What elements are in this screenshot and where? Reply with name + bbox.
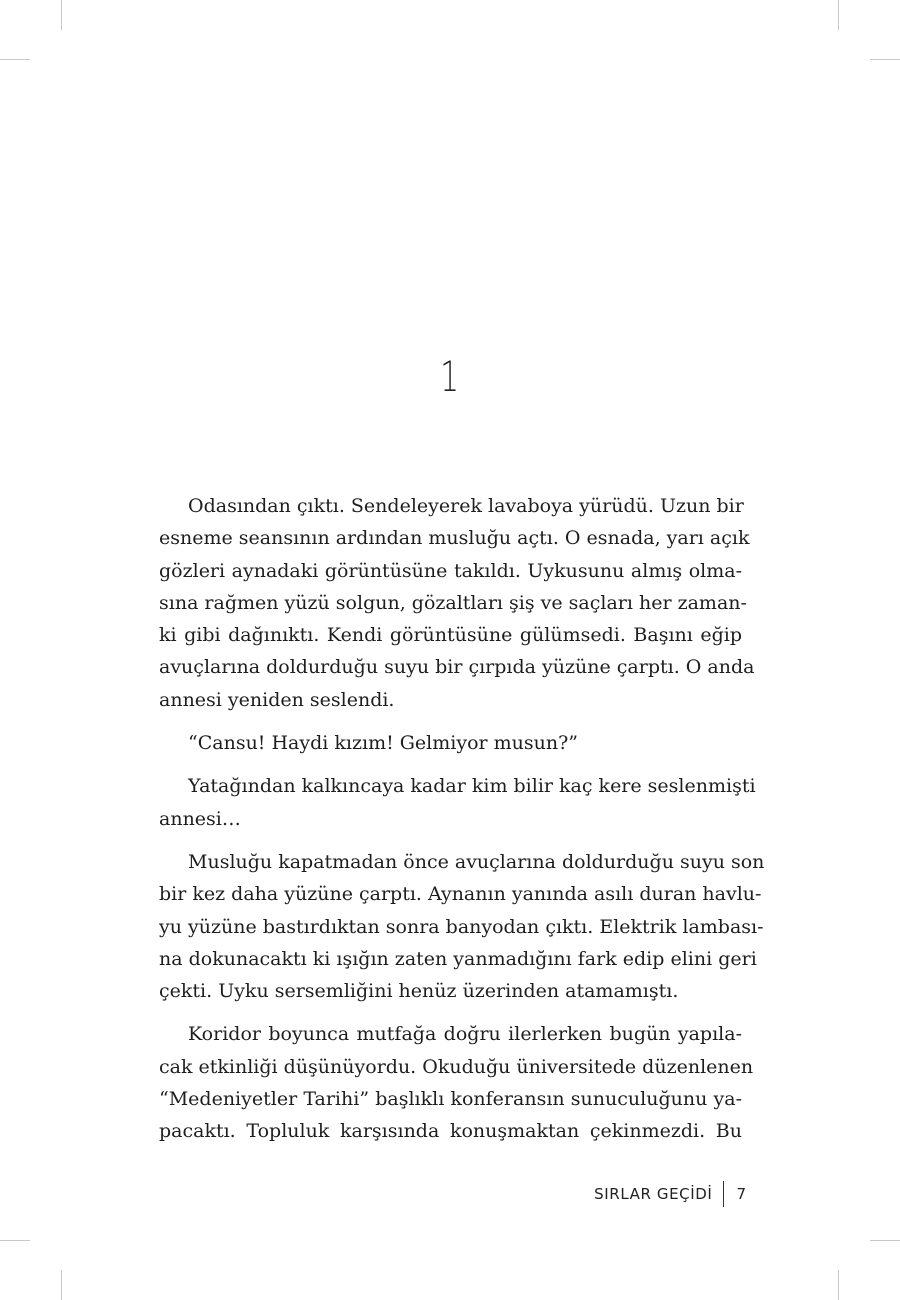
paragraph	[159, 1018, 754, 1147]
crop-mark-right-top	[870, 59, 900, 60]
text-line: Yatağından kalkıncaya kadar kim bilir kaç kere seslenmişti	[188, 775, 756, 798]
text-line: annesi yeniden seslendi.	[159, 688, 395, 711]
paragraph	[159, 727, 742, 759]
crop-mark-top-left	[61, 0, 62, 30]
chapter-number: 1	[440, 352, 460, 401]
text-line: Musluğu kapatmadan önce avuçlarına doldurduğu suyu son	[188, 850, 765, 873]
text-line: Koridor boyunca mutfağa doğru ilerlerken bugün yapıla-	[188, 1023, 742, 1046]
text-line: na dokunacaktı ki ışığın zaten yanmadığını fark edip elini geri	[159, 947, 757, 970]
crop-mark-bottom-left	[61, 1270, 62, 1300]
text-line: annesi…	[159, 807, 241, 830]
paragraph	[159, 770, 756, 835]
text-line: pacaktı. Topluluk karşısında konuşmaktan çekinmezdi. Bu	[159, 1120, 742, 1143]
text-line: “Medeniyetler Tarihi” başlıklı konferansın sunuculuğunu ya-	[159, 1088, 742, 1111]
text-line: sına rağmen yüzü solgun, gözaltları şiş ve saçları her zaman-	[159, 591, 747, 614]
crop-mark-bottom-right	[838, 1270, 839, 1300]
crop-mark-left-top	[0, 59, 30, 60]
text-line: gözleri aynadaki görüntüsüne takıldı. Uykusunu almış olma-	[159, 559, 742, 582]
text-line: esneme seansının ardından musluğu açtı. O esnada, yarı açık	[159, 527, 750, 550]
text-line: ki gibi dağınıktı. Kendi görüntüsüne gülümsedi. Başını eğip	[159, 624, 742, 647]
crop-mark-left-bottom	[0, 1240, 30, 1241]
footer-book-title: SIRLAR GEÇİDİ	[594, 1185, 713, 1203]
text-line: cak etkinliği düşünüyordu. Okuduğu üniversitede düzenlenen	[159, 1055, 754, 1078]
crop-mark-top-right	[838, 0, 839, 30]
text-line: çekti. Uyku sersemliğini henüz üzerinden atamamıştı.	[159, 980, 679, 1003]
running-footer	[594, 1181, 746, 1207]
text-line: yu yüzüne bastırdıktan sonra banyodan çıktı. Elektrik lambası-	[159, 915, 764, 938]
chapter-body-text	[159, 490, 765, 1159]
paragraph	[159, 846, 765, 1007]
text-line: Odasından çıktı. Sendeleyerek lavaboya yürüdü. Uzun bir	[188, 495, 744, 517]
text-line: bir kez daha yüzüne çarptı. Aynanın yanında asılı duran havlu-	[159, 883, 762, 906]
footer-separator	[723, 1181, 724, 1207]
text-line: avuçlarına doldurduğu suyu bir çırpıda yüzüne çarptı. O anda	[159, 656, 755, 679]
crop-mark-right-bottom	[870, 1240, 900, 1241]
paragraph	[159, 490, 755, 716]
text-line: “Cansu! Haydi kızım! Gelmiyor musun?”	[188, 732, 579, 755]
page-number: 7	[736, 1185, 746, 1203]
